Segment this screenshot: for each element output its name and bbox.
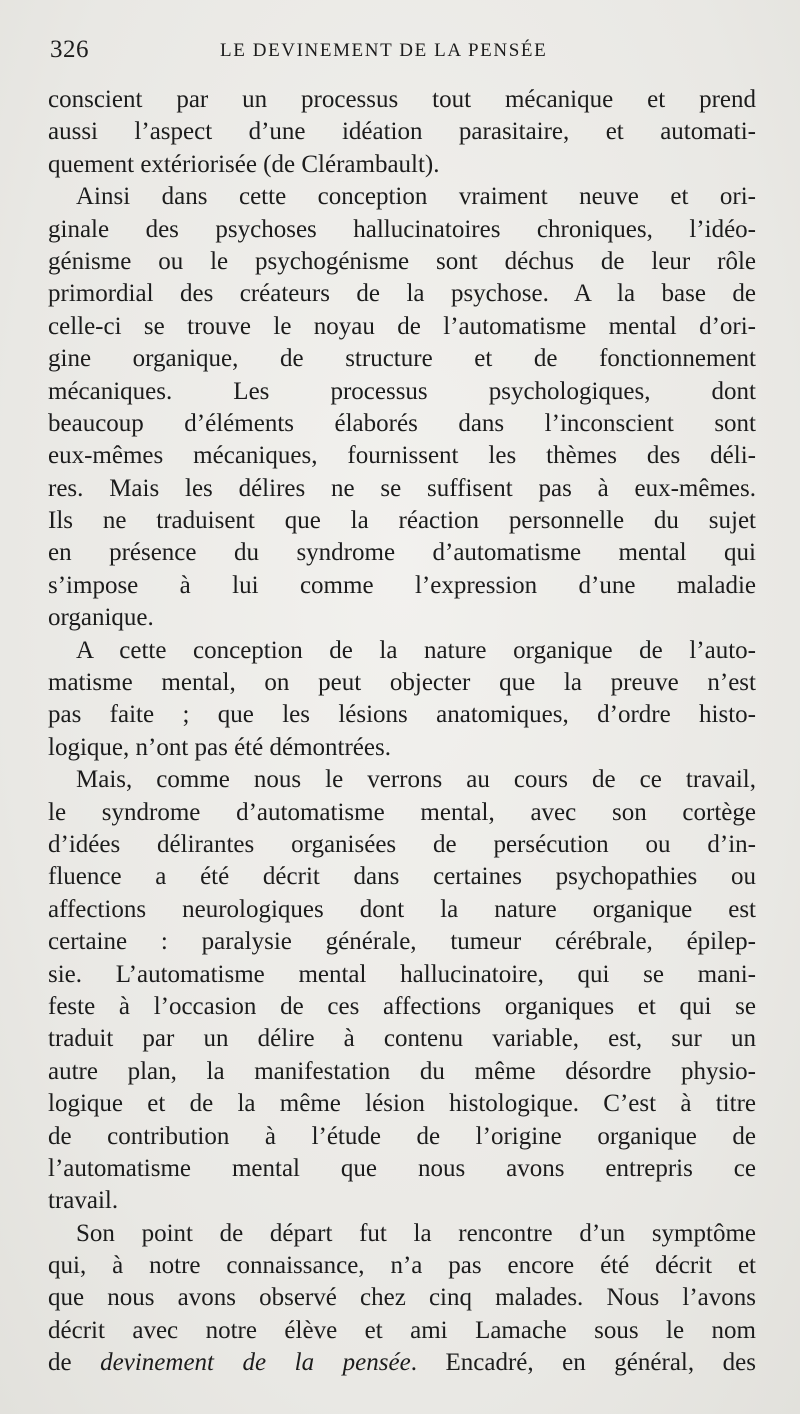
text-line: affections neurologiques dont la nature organique est bbox=[48, 895, 756, 923]
text-line: Son point de départ fut la rencontre d’un symptôme bbox=[76, 1219, 756, 1247]
text-line: quement extériorisée (de Clérambault). bbox=[48, 150, 440, 178]
text-line: ginale des psychoses hallucinatoires chroniques, l’idéo- bbox=[48, 215, 756, 243]
text-line: celle-ci se trouve le noyau de l’automatisme mental d’ori- bbox=[48, 312, 756, 340]
text-line: aussi l’aspect d’une idéation parasitaire, et automati- bbox=[48, 118, 756, 146]
text-line: pas faite ; que les lésions anatomiques, d’ordre histo- bbox=[48, 701, 756, 729]
text-line: travail. bbox=[48, 1187, 119, 1215]
italic-term: devinement de la pensée bbox=[100, 1349, 411, 1377]
paragraph bbox=[48, 764, 756, 1217]
paragraph bbox=[48, 181, 756, 634]
text-line: génisme ou le psychogénisme sont déchus de leur rôle bbox=[48, 247, 756, 275]
text-line: mécaniques. Les processus psychologiques, dont bbox=[48, 377, 756, 405]
text-line: matisme mental, on peut objecter que la preuve n’est bbox=[48, 669, 756, 697]
text-line: fluence a été décrit dans certaines psychopathies ou bbox=[48, 863, 756, 891]
text-line bbox=[48, 1347, 756, 1379]
text-line: A cette conception de la nature organique de l’auto- bbox=[76, 636, 756, 664]
text-line: beaucoup d’éléments élaborés dans l’inconscient sont bbox=[48, 409, 756, 437]
text-line: res. Mais les délires ne se suffisent pas à eux-mêmes. bbox=[48, 474, 756, 502]
text-run: de bbox=[48, 1349, 101, 1377]
paragraph bbox=[48, 1218, 756, 1380]
text-line: eux-mêmes mécaniques, fournissent les thèmes des déli- bbox=[48, 442, 756, 470]
text-line: feste à l’occasion de ces affections organiques et qui se bbox=[48, 992, 756, 1020]
text-run: . Encadré, en général, des bbox=[410, 1349, 756, 1377]
body-text bbox=[48, 84, 756, 1380]
text-line: traduit par un délire à contenu variable, est, sur un bbox=[48, 1025, 756, 1053]
text-line: conscient par un processus tout mécanique et prend bbox=[48, 86, 756, 113]
text-line: primordial des créateurs de la psychose. A la base de bbox=[48, 280, 756, 308]
page-number: 326 bbox=[50, 36, 89, 63]
text-line: gine organique, de structure et de fonctionnement bbox=[48, 345, 756, 373]
text-line: s’impose à lui comme l’expression d’une maladie bbox=[48, 571, 756, 599]
text-line: certaine : paralysie générale, tumeur cérébrale, épilep- bbox=[48, 928, 756, 956]
text-line: d’idées délirantes organisées de persécution ou d’in- bbox=[48, 830, 756, 858]
text-line: l’automatisme mental que nous avons entrepris ce bbox=[48, 1154, 756, 1182]
running-title: LE DEVINEMENT DE LA PENSÉE bbox=[220, 40, 548, 61]
text-line: organique. bbox=[48, 604, 154, 632]
text-line: en présence du syndrome d’automatisme mental qui bbox=[48, 539, 756, 567]
running-head bbox=[50, 36, 750, 68]
text-line: Mais, comme nous le verrons au cours de ce travail, bbox=[76, 766, 756, 794]
paragraph bbox=[48, 84, 756, 181]
text-line: Ainsi dans cette conception vraiment neuve et ori- bbox=[76, 183, 756, 211]
paragraph bbox=[48, 635, 756, 765]
text-line: logique et de la même lésion histologique. C’est à titre bbox=[48, 1090, 756, 1118]
text-line: décrit avec notre élève et ami Lamache sous le nom bbox=[48, 1316, 756, 1344]
text-line: qui, à notre connaissance, n’a pas encore été décrit et bbox=[48, 1252, 756, 1280]
text-line: autre plan, la manifestation du même désordre physio- bbox=[48, 1057, 756, 1085]
text-line: le syndrome d’automatisme mental, avec son cortège bbox=[48, 798, 756, 826]
text-line: logique, n’ont pas été démontrées. bbox=[48, 733, 391, 761]
text-line: Ils ne traduisent que la réaction personnelle du sujet bbox=[48, 507, 756, 535]
text-line: de contribution à l’étude de l’origine organique de bbox=[48, 1122, 756, 1150]
text-line: que nous avons observé chez cinq malades. Nous l’avons bbox=[48, 1284, 756, 1312]
text-line: sie. L’automatisme mental hallucinatoire, qui se mani- bbox=[48, 960, 756, 988]
